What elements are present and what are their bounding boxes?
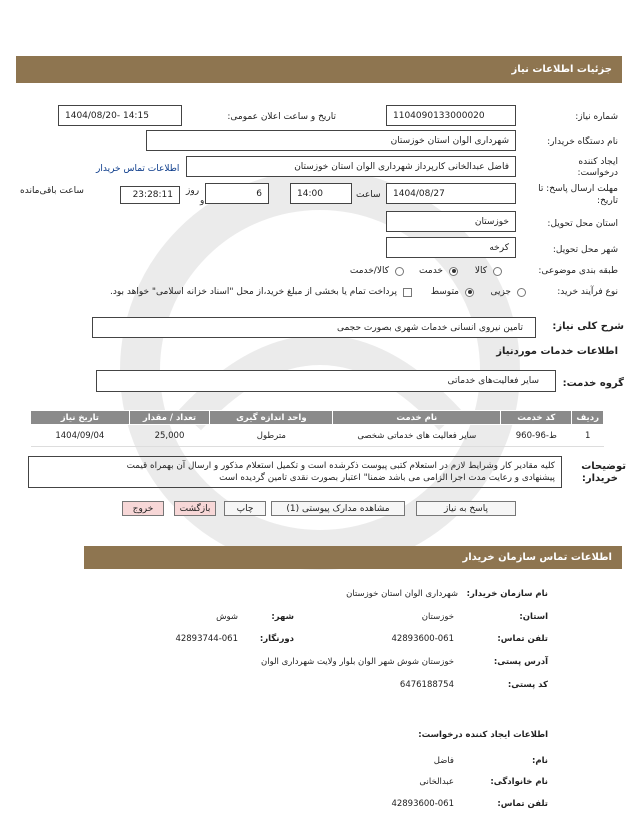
table-row [31, 425, 604, 447]
radio-goods-service[interactable] [395, 267, 404, 276]
contact-header [84, 546, 622, 569]
category-option-service[interactable]: خدمت [419, 266, 458, 276]
radio-goods[interactable] [493, 267, 502, 276]
page-header [16, 56, 622, 83]
process-option-medium[interactable]: متوسط [431, 287, 474, 297]
payment-checkbox[interactable] [403, 288, 412, 297]
remaining-time-field: 23:28:11 [120, 186, 180, 204]
cell-row: 1 [572, 425, 604, 447]
category-option-goods[interactable]: کالا [475, 266, 502, 276]
contact-city-label: شهر: [271, 612, 294, 622]
contact-title: اطلاعات تماس سازمان خریدار [462, 552, 612, 563]
creator-info-title: اطلاعات ایجاد کننده درخواست: [418, 730, 548, 740]
deadline-label: مهلت ارسال پاسخ: تا [538, 184, 618, 194]
contact-fax-value: 42893744-061 [175, 634, 238, 644]
notes-label-2: خریدار: [581, 473, 618, 484]
days-field: 6 [205, 183, 269, 204]
remaining-label: ساعت باقی‌مانده [20, 186, 84, 196]
radio-service[interactable] [449, 267, 458, 276]
attachments-button[interactable]: مشاهده مدارک پیوستی (1) [271, 501, 405, 516]
cell-quantity: 25,000 [129, 425, 210, 447]
creator-name-value: فاضل [433, 756, 454, 766]
creator-family-value: عبدالخانی [419, 777, 454, 787]
notes-label: توضیحات [581, 461, 626, 472]
org-label: نام سازمان خریدار: [466, 589, 548, 599]
reply-button[interactable]: پاسخ به نیاز [416, 501, 516, 516]
process-option-partial[interactable]: جزیی [490, 287, 526, 297]
contact-postal-label: کد پستی: [507, 680, 548, 690]
cell-service-name: سایر فعالیت های خدماتی شخصی [333, 425, 501, 447]
category-label: طبقه بندی موضوعی: [538, 266, 618, 276]
summary-label: شرح کلی نیاز: [552, 321, 624, 332]
hour-label: ساعت [356, 190, 381, 200]
day-label: روز [186, 186, 200, 196]
buyer-field: شهرداری الوان استان خوزستان [146, 130, 516, 151]
print-button[interactable]: چاپ [224, 501, 266, 516]
cell-unit: مترطول [210, 425, 333, 447]
creator-name-label: نام: [531, 756, 548, 766]
contact-province-value: خوزستان [421, 612, 454, 622]
contact-province-label: استان: [519, 612, 548, 622]
need-number-field: 1104090133000020 [386, 105, 516, 126]
group-label: گروه خدمت: [562, 378, 624, 389]
notes-line-1: کلیه مقادیر کار وشرایط لازم در استعلام کتبی پیوست ذکرشده است و تکمیل استعلام مذکور و ارسال آن بهمراه قیمت [126, 461, 555, 471]
exit-button[interactable]: خروج [122, 501, 164, 516]
city-label: شهر محل تحویل: [552, 245, 618, 255]
city-field: کرخه [386, 237, 516, 258]
deadline-label-2: تاریخ: [597, 196, 618, 206]
contact-address-label: آدرس پستی: [493, 657, 548, 667]
buyer-label: نام دستگاه خریدار: [547, 137, 618, 147]
notes-line-2: پیشنهادی و رعایت مدت اجرا الزامی می باشد ضمنا" اعتبار بصورت نقدی تامین گردیده است [219, 473, 555, 483]
category-option-goods-service[interactable]: کالا/خدمت [350, 266, 404, 276]
col-service-code: کد خدمت [501, 411, 572, 425]
creator-field: فاضل عبدالخانی کارپرداز شهرداری الوان استان خوزستان [186, 156, 516, 177]
contact-city-value: شوش [216, 612, 238, 622]
radio-medium[interactable] [465, 288, 474, 297]
announce-label: تاریخ و ساعت اعلان عمومی: [227, 112, 336, 122]
page-title: جزئیات اطلاعات نیاز [511, 64, 612, 75]
contact-phone-value: 42893600-061 [391, 634, 454, 644]
and-label: و [200, 196, 205, 206]
cell-need-date: 1404/09/04 [31, 425, 130, 447]
province-label: استان محل تحویل: [547, 219, 618, 229]
creator-phone-label: تلفن تماس: [497, 799, 548, 809]
creator-label-2: درخواست: [577, 168, 618, 178]
process-label: نوع فرآیند خرید: [557, 287, 618, 297]
buyer-contact-link[interactable]: اطلاعات تماس خریدار [96, 164, 180, 174]
creator-phone-value: 42893600-061 [391, 799, 454, 809]
items-table [30, 410, 604, 447]
deadline-date-field: 1404/08/27 [386, 183, 516, 204]
col-unit: واحد اندازه گیری [210, 411, 333, 425]
back-button[interactable]: بازگشت [174, 501, 216, 516]
notes-box [28, 456, 562, 488]
creator-label: ایجاد کننده [578, 157, 618, 167]
contact-postal-value: 6476188754 [399, 680, 454, 690]
org-value: شهرداری الوان استان خوزستان [346, 589, 458, 599]
creator-family-label: نام خانوادگی: [490, 777, 548, 787]
contact-fax-label: دورنگار: [259, 634, 294, 644]
payment-checkbox-row[interactable]: پرداخت تمام یا بخشی از مبلغ خرید،از محل "اسناد خزانه اسلامی" خواهد بود. [110, 287, 412, 297]
announce-field: 1404/08/20- 14:15 [58, 105, 182, 126]
table-header-row [31, 411, 604, 425]
contact-address-value: خوزستان شوش شهر الوان بلوار ولایت شهرداری الوان [260, 657, 454, 667]
province-field: خوزستان [386, 211, 516, 232]
services-title: اطلاعات خدمات موردنیاز [496, 346, 618, 357]
cell-service-code: ط-96-960 [501, 425, 572, 447]
col-service-name: نام خدمت [333, 411, 501, 425]
radio-partial[interactable] [517, 288, 526, 297]
contact-phone-label: تلفن تماس: [497, 634, 548, 644]
col-quantity: تعداد / مقدار [129, 411, 210, 425]
summary-field: تامین نیروی انسانی خدمات شهری بصورت حجمی [92, 317, 536, 338]
col-need-date: تاریخ نیاز [31, 411, 130, 425]
need-number-label: شماره نیاز: [575, 112, 618, 122]
deadline-time-field: 14:00 [290, 183, 352, 204]
col-row: ردیف [572, 411, 604, 425]
group-field: سایر فعالیت‌های خدماتی [96, 370, 556, 392]
